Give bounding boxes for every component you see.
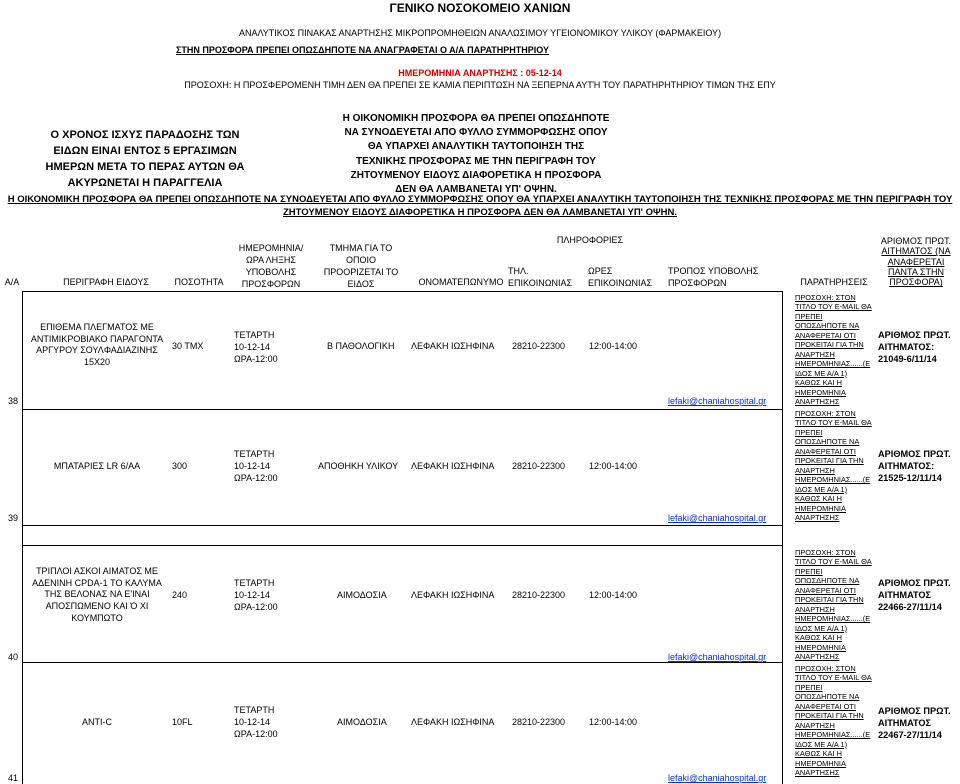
text-line: ΑΡΙΘΜΟΣ ΠΡΩΤ. xyxy=(878,706,951,716)
text-line: ΚΑΘΩΣ ΚΑΙ Η xyxy=(795,633,842,643)
note-line: ΔΕΝ ΘΑ ΛΑΜΒΑΝΕΤΑΙ ΥΠ' ΟΨΗΝ. xyxy=(395,183,557,195)
text-line: ΑΡΙΘΜΟΣ ΠΡΩΤ. xyxy=(878,449,951,459)
text-line: ΑΝΑΡΤΗΣΗ xyxy=(795,604,835,614)
note-line: ΑΚΥΡΩΝΕΤΑΙ Η ΠΑΡΑΓΓΕΛΙΑ xyxy=(67,176,223,189)
deadline xyxy=(234,704,278,740)
email-link[interactable]: lefaki@chaniahospital.gr xyxy=(668,773,767,783)
col-header-aa: Α/Α xyxy=(4,277,20,287)
text-line: ΩΡΑ-12:00 xyxy=(234,729,278,740)
row-number: 38 xyxy=(8,396,19,406)
text-line: ΤΙΤΛΟ ΤΟΥ E-MAIL ΘΑ xyxy=(795,418,872,428)
text-line: ΑΝΑΡΤΗΣΗΣ xyxy=(795,397,840,407)
text-line: ΟΠΩΣΔΗΠΟΤΕ ΝΑ xyxy=(795,692,860,702)
text-line: ΙΔΟΣ ΜΕ Α/Α 1) xyxy=(795,484,848,494)
text-line: ΟΠΩΣΔΗΠΟΤΕ ΝΑ xyxy=(795,576,860,586)
text-line: 21525-12/11/14 xyxy=(878,473,942,484)
text-line: ΤΕΤΑΡΤΗ xyxy=(234,578,275,588)
text-line: 22467-27/11/14 xyxy=(878,730,942,741)
item-quantity: 10FL xyxy=(172,717,193,727)
text-line: ΟΠΩΣΔΗΠΟΤΕ ΝΑ xyxy=(795,437,860,447)
header-line: ΠΑΝΤΑ ΣΤΗΝ xyxy=(888,267,944,278)
text-line: ΑΝΑΡΤΗΣΗΣ xyxy=(795,513,840,523)
note-line: ΝΑ ΣΥΝΟΔΕΥΕΤΑΙ ΑΠΟ ΦΥΛΛΟ ΣΥΜΜΟΡΦΩΣΗΣ ΟΠΟΥ xyxy=(344,127,608,139)
note-line: ΖΗΤΟΥΜΕΝΟΥ ΕΙΔΟΥΣ ΔΙΑΦΟΡΕΤΙΚΑ Η ΠΡΟΣΦΟΡΑ ΔΕΝ ΘΑ ΛΑΜΒΑΝΕΤΑΙ ΥΠ' ΟΨΗΝ. xyxy=(282,206,678,218)
remark-block xyxy=(795,664,881,778)
text-line: ΑΝΑΦΕΡΕΤΑΙ ΟΤΙ xyxy=(795,330,856,340)
text-line: ΠΡΟΚΕΙΤΑΙ ΓΙΑ ΤΗΝ xyxy=(795,456,864,466)
department: Β ΠΑΘΟΛΟΓΙΚΗ xyxy=(327,341,395,351)
header-line: ΕΙΔΟΣ xyxy=(347,279,375,290)
table-border xyxy=(22,525,782,526)
remark-block xyxy=(795,548,881,662)
text-line: ΤΕΤΑΡΤΗ xyxy=(234,705,275,715)
text-line: ΠΡΕΠΕΙ xyxy=(795,566,823,576)
contact-phone: 28210-22300 xyxy=(512,461,566,471)
remark-block xyxy=(795,293,881,407)
delivery-note xyxy=(10,128,280,192)
note-line: ΘΑ ΥΠΑΡΧΕΙ ΑΝΑΛΥΤΙΚΗ ΤΑΥΤΟΠΟΙΗΣΗ ΤΗΣ xyxy=(367,141,585,153)
text-line: ΑΝΑΡΤΗΣΗΣ xyxy=(795,768,840,778)
text-line: ΑΝΑΡΤΗΣΗΣ xyxy=(795,652,840,662)
col-header-method xyxy=(668,265,778,289)
note-line: ΕΙΔΩΝ ΕΙΝΑΙ ΕΝΤΟΣ 5 ΕΡΓΑΣΙΜΩΝ xyxy=(53,144,237,157)
email-link[interactable]: lefaki@chaniahospital.gr xyxy=(668,396,767,406)
text-line: ΠΡΟΚΕΙΤΑΙ ΓΙΑ ΤΗΝ xyxy=(795,340,864,350)
col-header-date xyxy=(228,242,314,291)
text-line: ΤΡΙΠΛΟΙ ΑΣΚΟΙ ΑΙΜΑΤΟΣ ΜΕ xyxy=(36,566,158,576)
text-line: ΗΜΕΡΟΜΗΝΙΑΣ......(Ε xyxy=(795,730,871,740)
text-line: ΜΠΑΤΑΡΙΕΣ LR 6/AA xyxy=(53,461,141,471)
deadline xyxy=(234,448,278,484)
text-line: ΗΜΕΡΟΜΗΝΙΑ xyxy=(795,387,846,397)
text-line: ΑΡΙΘΜΟΣ ΠΡΩΤ. xyxy=(878,578,951,588)
text-line: ΑΝΑΦΕΡΕΤΑΙ ΟΤΙ xyxy=(795,585,856,595)
row-number: 39 xyxy=(8,513,19,523)
header-line: ΑΡΙΘΜΟΣ ΠΡΩΤ. xyxy=(880,236,952,246)
department: ΑΙΜΟΔΟΣΙΑ xyxy=(337,590,387,600)
text-line: ΑΙΤΗΜΑΤΟΣ xyxy=(878,590,932,601)
text-line: ΠΡΟΣΟΧΗ: ΣΤΟΝ xyxy=(795,293,856,302)
text-line: ΩΡΑ-12:00 xyxy=(234,473,278,484)
text-line: ΑΝΑΡΤΗΣΗ xyxy=(795,465,835,475)
contact-hours: 12:00-14:00 xyxy=(589,341,638,351)
header-line: ΤΜΗΜΑ ΓΙΑ ΤΟ xyxy=(329,243,393,253)
instruction-line: ΣΤΗΝ ΠΡΟΣΦΟΡΑ ΠΡΕΠΕΙ ΟΠΩΣΔΗΠΟΤΕ ΝΑ ΑΝΑΓΡΑΦΕΤΑΙ Ο Α/Α ΠΑΡΑΤΗΡΗΤΗΡΙΟΥ xyxy=(176,45,550,55)
header-line: ΟΠΟΙΟ xyxy=(345,255,376,266)
text-line: ΠΡΟΚΕΙΤΑΙ ΓΙΑ ΤΗΝ xyxy=(795,711,864,721)
contact-hours: 12:00-14:00 xyxy=(589,717,638,727)
item-description xyxy=(22,461,172,471)
posting-date: ΗΜΕΡΟΜΗΝΙΑ ΑΝΑΡΤΗΣΗΣ : 05-12-14 xyxy=(398,68,562,78)
text-line: ΗΜΕΡΟΜΗΝΙΑ xyxy=(795,503,846,513)
department: ΑΠΟΘΗΚΗ ΥΛΙΚΟΥ xyxy=(318,461,399,471)
text-line: ΑΡΓΥΡΟΥ ΣΟΥΛΦΑΔΙΑΖΙΝΗΣ xyxy=(36,345,158,356)
table-border xyxy=(22,291,782,292)
col-header-phone xyxy=(508,265,588,289)
col-header-remarks: ΠΑΡΑΤΗΡΗΣΕΙΣ xyxy=(800,277,868,287)
item-quantity: 240 xyxy=(172,590,188,600)
header-line: ΠΡΟΣΦΟΡΩΝ xyxy=(668,278,727,289)
contact-hours: 12:00-14:00 xyxy=(589,461,638,471)
text-line: 10-12-14 xyxy=(234,590,271,601)
text-line: ΠΡΕΠΕΙ xyxy=(795,311,823,321)
header-line: ΠΡΟΣΦΟΡΩΝ xyxy=(241,279,301,290)
text-line: ΑΝΑΦΕΡΕΤΑΙ ΟΤΙ xyxy=(795,446,856,456)
email-link[interactable]: lefaki@chaniahospital.gr xyxy=(668,513,767,523)
item-quantity: 30 ΤΜΧ xyxy=(172,341,204,351)
text-line: ΠΡΟΣΟΧΗ: ΣΤΟΝ xyxy=(795,409,856,418)
table-border xyxy=(22,409,782,410)
contact-name: ΛΕΦΑΚΗ ΙΩΣΗΦΙΝΑ xyxy=(411,590,495,600)
contact-hours: 12:00-14:00 xyxy=(589,590,638,600)
text-line: ΗΜΕΡΟΜΗΝΙΑΣ......(Ε xyxy=(795,614,871,624)
text-line: ΗΜΕΡΟΜΗΝΙΑΣ......(Ε xyxy=(795,475,871,485)
col-header-hours xyxy=(588,265,668,289)
text-line: ANTI-C xyxy=(82,717,112,727)
header-line: ΤΡΟΠΟΣ ΥΠΟΒΟΛΗΣ xyxy=(668,266,759,276)
text-line: ΙΔΟΣ ΜΕ Α/Α 1) xyxy=(795,368,848,378)
text-line: 15Χ20 xyxy=(83,357,111,368)
header-line: ΗΜΕΡΟΜΗΝΙΑ/ xyxy=(238,243,304,253)
text-line: ΠΡΕΠΕΙ xyxy=(795,427,823,437)
page-title: ΓΕΝΙΚΟ ΝΟΣΟΚΟΜΕΙΟ ΧΑΝΙΩΝ xyxy=(389,1,571,15)
note-line: ΖΗΤΟΥΜΕΝΟΥ ΕΙΔΟΥΣ ΔΙΑΦΟΡΕΤΙΚΑ Η ΠΡΟΣΦΟΡΑ xyxy=(350,169,602,181)
col-header-protocol xyxy=(872,236,960,288)
text-line: 10-12-14 xyxy=(234,461,271,472)
col-header-info: ΠΛΗΡΟΦΟΡΙΕΣ xyxy=(556,235,624,245)
text-line: ΠΡΟΣΟΧΗ: ΣΤΟΝ xyxy=(795,664,856,673)
text-line: ΑΡΙΘΜΟΣ ΠΡΩΤ. xyxy=(878,330,951,340)
remark-block xyxy=(795,409,881,523)
item-description xyxy=(22,717,172,727)
contact-phone: 28210-22300 xyxy=(512,717,566,727)
text-line: ΤΗΣ ΒΕΛΟΝΑΣ ΝΑ Ε'ΙΝΑΙ xyxy=(44,589,150,600)
text-line: 10-12-14 xyxy=(234,342,271,353)
text-line: ΤΙΤΛΟ ΤΟΥ E-MAIL ΘΑ xyxy=(795,302,872,312)
financial-note xyxy=(308,112,644,197)
text-line: ΙΔΟΣ ΜΕ Α/Α 1) xyxy=(795,739,848,749)
text-line: ΑΔΕΝΙΝΗ CPDA-1 ΤΟ ΚΑΛΥΜΑ xyxy=(32,577,162,588)
header-line: ΠΡΟΟΡΙΖΕΤΑΙ ΤΟ xyxy=(323,267,399,278)
row-number: 41 xyxy=(8,773,19,783)
text-line: ΙΔΟΣ ΜΕ Α/Α 1) xyxy=(795,623,848,633)
deadline xyxy=(234,577,278,613)
text-line: ΗΜΕΡΟΜΗΝΙΑ xyxy=(795,758,846,768)
item-description xyxy=(22,322,172,369)
subtitle-line: ΑΝΑΛΥΤΙΚΟΣ ΠΙΝΑΚΑΣ ΑΝΑΡΤΗΣΗΣ ΜΙΚΡΟΠΡΟΜΗΘΕΙΩΝ ΑΝΑΛΩΣΙΜΟΥ ΥΓΕΙΟΝΟΜΙΚΟΥ ΥΛΙΚΟΥ (ΦΑΡΜΑΚΕΙΟΥ) xyxy=(238,28,722,38)
header-line: ΩΡΑ ΛΗΞΗΣ xyxy=(246,255,296,266)
text-line: ΚΑΘΩΣ ΚΑΙ Η xyxy=(795,749,842,759)
col-header-description: ΠΕΡΙΓΡΑΦΗ ΕΙΔΟΥΣ xyxy=(63,277,149,287)
table-border xyxy=(22,545,782,546)
contact-phone: 28210-22300 xyxy=(512,590,566,600)
header-line: ΩΡΕΣ xyxy=(588,266,613,276)
text-line: ΤΕΤΑΡΤΗ xyxy=(234,330,275,340)
note-line: ΗΜΕΡΩΝ ΜΕΤΑ ΤΟ ΠΕΡΑΣ ΑΥΤΩΝ ΘΑ xyxy=(45,160,245,173)
header-line: ΤΗΛ. xyxy=(508,266,529,276)
text-line: ΑΙΤΗΜΑΤΟΣ xyxy=(878,718,932,729)
text-line: ΗΜΕΡΟΜΗΝΙΑ xyxy=(795,642,846,652)
text-line: ΩΡΑ-12:00 xyxy=(234,602,278,613)
text-line: ΑΝΑΦΕΡΕΤΑΙ ΟΤΙ xyxy=(795,701,856,711)
contact-name: ΛΕΦΑΚΗ ΙΩΣΗΦΙΝΑ xyxy=(411,717,495,727)
text-line: ΑΝΑΡΤΗΣΗ xyxy=(795,349,835,359)
text-line: ΑΝΤΙΜΙΚΡΟΒΙΑΚΟ ΠΑΡΑΓΟΝΤΑ xyxy=(30,333,164,344)
text-line: ΤΙΤΛΟ ΤΟΥ E-MAIL ΘΑ xyxy=(795,673,872,683)
note-line: ΤΕΧΝΙΚΗΣ ΠΡΟΣΦΟΡΑΣ ΜΕ ΤΗΝ ΠΕΡΙΓΡΑΦΗ ΤΟΥ xyxy=(356,155,596,167)
col-header-quantity: ΠΟΣΟΤΗΤΑ xyxy=(174,277,224,287)
protocol-number xyxy=(878,705,951,741)
text-line: ΠΡΟΣΟΧΗ: ΣΤΟΝ xyxy=(795,548,856,557)
contact-phone: 28210-22300 xyxy=(512,341,566,351)
text-line: ΩΡΑ-12:00 xyxy=(234,354,278,365)
header-line: ΕΠΙΚΟΙΝΩΝΙΑΣ xyxy=(588,278,653,289)
text-line: ΚΑΘΩΣ ΚΑΙ Η xyxy=(795,378,842,388)
header-line: ΥΠΟΒΟΛΗΣ xyxy=(245,267,297,278)
header-line: ΑΝΑΦΕΡΕΤΑΙ xyxy=(887,256,945,267)
text-line: 22466-27/11/14 xyxy=(878,602,942,613)
text-line: ΕΠΙΘΕΜΑ ΠΛΕΓΜΑΤΟΣ ΜΕ xyxy=(40,322,154,332)
text-line: ΚΑΘΩΣ ΚΑΙ Η xyxy=(795,494,842,504)
protocol-number xyxy=(878,577,951,613)
protocol-number xyxy=(878,329,951,365)
text-line: 10-12-14 xyxy=(234,717,271,728)
item-description xyxy=(22,566,172,624)
text-line: 21049-6/11/14 xyxy=(878,354,937,365)
text-line: ΗΜΕΡΟΜΗΝΙΑΣ......(Ε xyxy=(795,359,871,369)
financial-note-repeat xyxy=(0,194,960,220)
text-line: ΑΙΤΗΜΑΤΟΣ: xyxy=(878,342,935,353)
note-line: Η ΟΙΚΟΝΟΜΙΚΗ ΠΡΟΣΦΟΡΑ ΘΑ ΠΡΕΠΕΙ ΟΠΩΣΔΗΠΟΤΕ ΝΑ ΣΥΝΟΔΕΥΕΤΑΙ ΑΠΟ ΦΥΛΛΟ ΣΥΜΜΟΡΦΩΣΗΣ ΟΠΟΥ ΘΑ ΥΠΑΡΧΕΙ ΑΝΑΛΥΤΙΚΗ ΤΑΥΤΟΠΟΙΗΣΗ ΤΗΣ ΤΕΧΝΙΚΗΣ ΠΡΟΣΦΟΡΑΣ ΜΕ ΤΗΝ ΠΕΡΙΓΡΑΦΗ ΤΟΥ xyxy=(7,194,953,205)
protocol-number xyxy=(878,448,951,484)
price-warning: ΠΡΟΣΟΧΗ: Η ΠΡΟΣΦΕΡΟΜΕΝΗ ΤΙΜΗ ΔΕΝ ΘΑ ΠΡΕΠΕΙ ΣΕ ΚΑΜΙΑ ΠΕΡΙΠΤΩΣΗ ΝΑ ΞΕΠΕΡΝΑ ΑΥΤΉ ΤΟΥ ΠΑΡΑΤΗΡΗΤΗΡΙΟΥ ΤΙΜΩΝ ΤΗΣ ΕΠΥ xyxy=(184,80,776,90)
header-line: ΠΡΟΣΦΟΡΑ) xyxy=(889,277,943,288)
text-line: ΑΠΟΣΠΩΜΕΝΟ ΚΑΙ Ό ΧΙ xyxy=(45,601,149,612)
row-number: 40 xyxy=(8,652,19,662)
table-border xyxy=(782,291,783,784)
department: ΑΙΜΟΔΟΣΙΑ xyxy=(337,717,387,727)
header-line: ΕΠΙΚΟΙΝΩΝΙΑΣ xyxy=(508,278,573,289)
col-header-department xyxy=(312,242,410,291)
text-line: ΑΝΑΡΤΗΣΗ xyxy=(795,720,835,730)
text-line: ΤΕΤΑΡΤΗ xyxy=(234,449,275,459)
text-line: ΠΡΟΚΕΙΤΑΙ ΓΙΑ ΤΗΝ xyxy=(795,595,864,605)
text-line: ΠΡΕΠΕΙ xyxy=(795,682,823,692)
contact-name: ΛΕΦΑΚΗ ΙΩΣΗΦΙΝΑ xyxy=(411,341,495,351)
deadline xyxy=(234,329,278,365)
contact-name: ΛΕΦΑΚΗ ΙΩΣΗΦΙΝΑ xyxy=(411,461,495,471)
text-line: ΚΟΥΜΠΩΤΟ xyxy=(71,612,123,623)
item-quantity: 300 xyxy=(172,461,188,471)
text-line: ΤΙΤΛΟ ΤΟΥ E-MAIL ΘΑ xyxy=(795,557,872,567)
text-line: ΑΙΤΗΜΑΤΟΣ: xyxy=(878,461,935,472)
col-header-name: ΟΝΟΜΑΤΕΠΩΝΥΜΟ xyxy=(418,277,504,287)
note-line: Η ΟΙΚΟΝΟΜΙΚΗ ΠΡΟΣΦΟΡΑ ΘΑ ΠΡΕΠΕΙ ΟΠΩΣΔΗΠΟΤΕ xyxy=(342,113,610,124)
text-line: ΟΠΩΣΔΗΠΟΤΕ ΝΑ xyxy=(795,321,860,331)
note-line: Ο ΧΡΟΝΟΣ ΙΣΧΥΣ ΠΑΡΑΔΟΣΗΣ ΤΩΝ xyxy=(50,129,240,141)
email-link[interactable]: lefaki@chaniahospital.gr xyxy=(668,652,767,662)
header-line: ΑΙΤΗΜΑΤΟΣ (ΝΑ xyxy=(881,246,951,257)
